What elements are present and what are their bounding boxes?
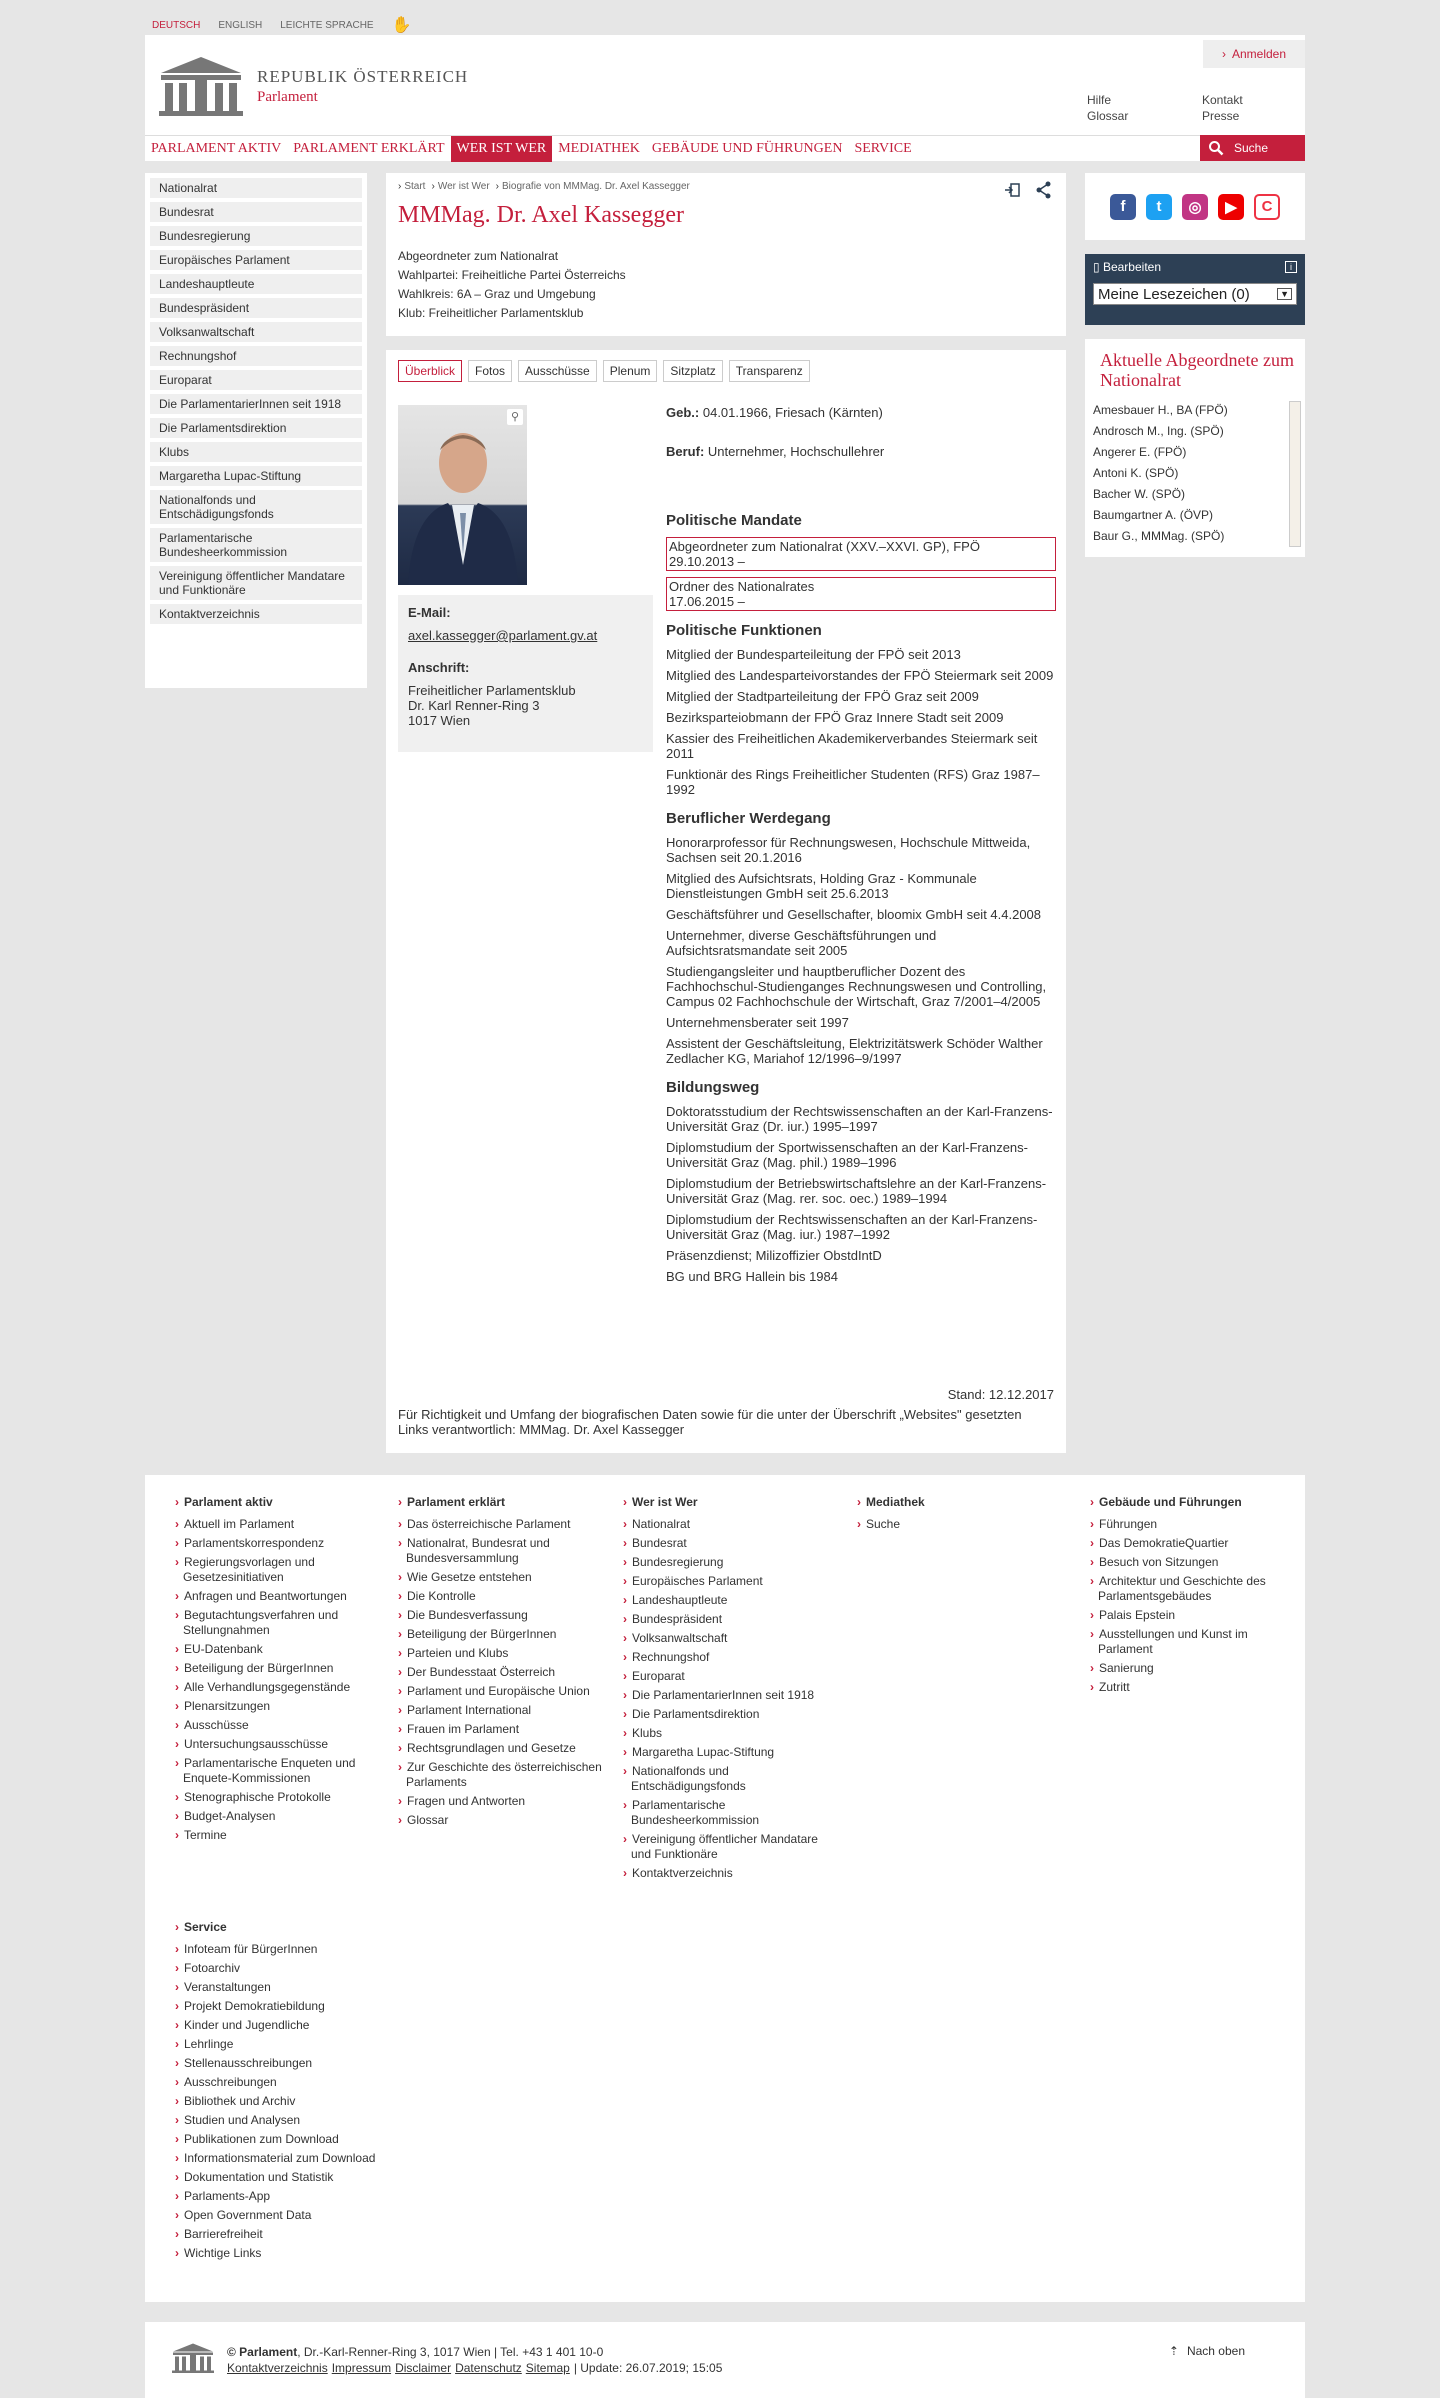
person-district: Wahlkreis: 6A – Graz und Umgebung <box>398 287 596 301</box>
member-link[interactable]: Antoni K. (SPÖ) <box>1093 466 1179 480</box>
sidebar-item[interactable]: Bundesregierung <box>150 226 362 246</box>
bio-list-item: Mitglied des Landesparteivorstandes der FPÖ Steiermark seit 2009 <box>666 668 1054 683</box>
footer-link[interactable]: › Frauen im Parlament <box>406 1722 613 1737</box>
footer-link[interactable]: › Zutritt <box>1098 1680 1290 1695</box>
glossary-link[interactable]: Glossar <box>1087 109 1129 123</box>
sidebar-item[interactable]: Klubs <box>150 442 362 462</box>
sidebar <box>145 173 367 688</box>
footer-link[interactable]: › Veranstaltungen <box>183 1980 405 1995</box>
sidebar-item[interactable]: Europarat <box>150 370 362 390</box>
bio-list-item: Diplomstudium der Rechtswissenschaften an der Karl-Franzens-Universität Graz (Mag. iur.) 1987–1992 <box>666 1212 1038 1242</box>
footer-link[interactable]: › Kinder und Jugendliche <box>183 2018 405 2033</box>
footer-link[interactable]: › Bundesrat <box>631 1536 838 1551</box>
footer-link[interactable]: › Rechtsgrundlagen und Gesetze <box>406 1741 613 1756</box>
footer-link[interactable]: › Regierungsvorlagen und Gesetzesinitiativen <box>183 1555 390 1585</box>
edit-bookmarks-button[interactable] <box>1093 260 1161 274</box>
search-button[interactable] <box>1200 135 1305 161</box>
stand-date: Stand: 12.12.2017 <box>947 1387 1054 1402</box>
born-label: Geb.: <box>666 405 700 420</box>
footer-link[interactable]: › Fragen und Antworten <box>406 1794 613 1809</box>
parliament-logo-icon <box>157 55 245 117</box>
help-link[interactable]: Hilfe <box>1087 93 1112 107</box>
footer-link[interactable]: › Stellenausschreibungen <box>183 2056 405 2071</box>
footer-heading[interactable]: › Parlament erklärt <box>398 1495 613 1510</box>
portrait-photo[interactable] <box>398 405 527 585</box>
footer-link[interactable]: › Nationalrat <box>631 1517 838 1532</box>
footer-link[interactable]: › Sanierung <box>1098 1661 1290 1676</box>
sidebar-item[interactable]: Die Parlamentsdirektion <box>150 418 362 438</box>
bio-list-item: Präsenzdienst; Milizoffizier ObstdIntD <box>666 1248 882 1263</box>
arrow-up-icon: ⇡ <box>1168 2344 1179 2358</box>
section-heading: Beruflicher Werdegang <box>666 810 831 827</box>
bio-list-item: Studiengangsleiter und hauptberuflicher Dozent des Fachhochschul-Studienganges Rechnungswesen und Controlling, Campus 02 Fachhochschule der Wirtschaft, Graz 7/2001–4/2005 <box>666 964 1047 1009</box>
mandate-box <box>666 537 1056 571</box>
sidebar-item[interactable]: Parlamentarische Bundesheerkommission <box>150 528 362 562</box>
footer-link[interactable]: › Bundesregierung <box>631 1555 838 1570</box>
bottom-link[interactable]: Kontaktverzeichnis <box>227 2361 328 2375</box>
bio-list-item: Kassier des Freiheitlichen Akademikerverbandes Steiermark seit 2011 <box>666 731 1038 761</box>
zoom-icon[interactable]: ⚲ <box>507 409 523 425</box>
footer-link[interactable]: › Architektur und Geschichte des Parlamentsgebäudes <box>1098 1574 1290 1604</box>
footer-link[interactable]: › Budget-Analysen <box>183 1809 390 1824</box>
sidebar-item[interactable]: Nationalrat <box>150 178 362 198</box>
footer-link[interactable]: › Kontaktverzeichnis <box>631 1866 838 1881</box>
search-icon <box>1208 140 1224 156</box>
footer-link[interactable]: › Das österreichische Parlament <box>406 1517 613 1532</box>
lang-german[interactable]: DEUTSCH <box>152 19 201 31</box>
bookmark-icon: ▯ <box>1093 260 1100 274</box>
site-subtitle: Parlament <box>257 88 318 105</box>
footer-link[interactable]: › Dokumentation und Statistik <box>183 2170 405 2185</box>
email-label: E-Mail: <box>408 605 451 620</box>
footer-link[interactable]: › Aktuell im Parlament <box>183 1517 390 1532</box>
bio-list-item: Diplomstudium der Sportwissenschaften an der Karl-Franzens-Universität Graz (Mag. phil.) 1989–1996 <box>666 1140 1028 1170</box>
responsibility-note: Für Richtigkeit und Umfang der biografischen Daten sowie für die unter der Überschrift „Websites" gesetzten Links verantwortlich: MMMag. Dr. Axel Kassegger <box>398 1407 1022 1437</box>
footer-link[interactable]: › Stenographische Protokolle <box>183 1790 390 1805</box>
bio-list-item: Doktoratsstudium der Rechtswissenschaften an der Karl-Franzens-Universität Graz (Dr. iur.) 1995–1997 <box>666 1104 1053 1134</box>
intro-card <box>386 173 1066 336</box>
footer-column <box>623 1495 838 1885</box>
bio-list-item: Mitglied des Aufsichtsrats, Holding Graz - Kommunale Dienstleistungen GmbH seit 25.6.2013 <box>666 871 977 901</box>
sidebar-item[interactable]: Nationalfonds und Entschädigungsfonds <box>150 490 362 524</box>
bio-list-item: Funktionär des Rings Freiheitlicher Studenten (RFS) Graz 1987–1992 <box>666 767 1040 797</box>
bottom-link[interactable]: Impressum <box>331 2361 392 2375</box>
footer-link[interactable]: › Informationsmaterial zum Download <box>183 2151 405 2166</box>
footer-link[interactable]: › Klubs <box>631 1726 838 1741</box>
tab-ueberblick[interactable]: Überblick <box>398 360 462 382</box>
contact-box <box>398 595 653 752</box>
bookmark-add-icon[interactable] <box>1004 181 1022 199</box>
footer-link[interactable]: › Projekt Demokratiebildung <box>183 1999 405 2014</box>
footer-link[interactable]: › Führungen <box>1098 1517 1290 1532</box>
bookmarks-select[interactable] <box>1093 283 1297 305</box>
section-heading: Politische Funktionen <box>666 622 822 639</box>
footer-link[interactable]: › Die ParlamentarierInnen seit 1918 <box>631 1688 838 1703</box>
sidebar-item[interactable]: Europäisches Parlament <box>150 250 362 270</box>
bottom-link[interactable]: Disclaimer <box>395 2361 452 2375</box>
util-links-right <box>1202 92 1243 124</box>
footer-link[interactable]: › Europäisches Parlament <box>631 1574 838 1589</box>
footer-heading[interactable]: › Gebäude und Führungen <box>1090 1495 1290 1510</box>
bio-list-item: Assistent der Geschäftsleitung, Elektrizitätswerk Schöder Walther Zedlacher KG, Mariahof 12/1996–9/1997 <box>666 1036 1043 1066</box>
footer-link[interactable]: › Die Parlamentsdirektion <box>631 1707 838 1722</box>
lang-easy[interactable]: LEICHTE SPRACHE <box>280 19 374 31</box>
share-icon[interactable] <box>1036 181 1052 199</box>
parliament-logo-icon <box>171 2342 215 2374</box>
bio-list-item: Mitglied der Stadtparteileitung der FPÖ Graz seit 2009 <box>666 689 979 704</box>
person-party: Wahlpartei: Freiheitliche Partei Österreichs <box>398 268 626 282</box>
address-line: 1017 Wien <box>408 713 471 728</box>
breadcrumb <box>398 181 1054 192</box>
sidebar-item[interactable]: Kontaktverzeichnis <box>150 604 362 624</box>
member-link[interactable]: Amesbauer H., BA (FPÖ) <box>1093 403 1228 417</box>
tab-plenum[interactable]: Plenum <box>603 360 658 382</box>
twitter-icon[interactable]: t <box>1146 194 1172 220</box>
footer-link[interactable]: › Parlamentskorrespondenz <box>183 1536 390 1551</box>
bio-details <box>666 405 1056 1290</box>
footer-link[interactable]: › Volksanwaltschaft <box>631 1631 838 1646</box>
footer-link[interactable]: › EU-Datenbank <box>183 1642 390 1657</box>
footer-link[interactable]: › Bibliothek und Archiv <box>183 2094 405 2109</box>
sidebar-item[interactable]: Margaretha Lupac-Stiftung <box>150 466 362 486</box>
footer-link[interactable]: › Bundespräsident <box>631 1612 838 1627</box>
footer-link[interactable]: › Barrierefreiheit <box>183 2227 405 2242</box>
section-heading: Politische Mandate <box>666 512 802 529</box>
bottom-link[interactable]: Datenschutz <box>455 2361 522 2375</box>
footer-link[interactable]: › Parteien und Klubs <box>406 1646 613 1661</box>
chevron-down-icon: ▼ <box>1277 288 1292 300</box>
bio-list-item: Diplomstudium der Betriebswirtschaftslehre an der Karl-Franzens-Universität Graz (Mag. rer. soc. oec.) 1989–1994 <box>666 1176 1047 1206</box>
breadcrumb-current: › Biografie von MMMag. Dr. Axel Kassegger <box>496 181 690 192</box>
footer-link[interactable]: › Parlament und Europäische Union <box>406 1684 613 1699</box>
breadcrumb-wer-ist-wer[interactable]: › Wer ist Wer <box>431 181 489 192</box>
bio-list-item: Geschäftsführer und Gesellschafter, bloomix GmbH seit 4.4.2008 <box>666 907 1042 922</box>
footer <box>145 1475 1305 2302</box>
footer-link[interactable]: › Margaretha Lupac-Stiftung <box>631 1745 838 1760</box>
sidebar-item[interactable]: Rechnungshof <box>150 346 362 366</box>
person-club: Klub: Freiheitlicher Parlamentsklub <box>398 306 584 320</box>
footer-link[interactable]: › Studien und Analysen <box>183 2113 405 2128</box>
footer-link[interactable]: › Publikationen zum Download <box>183 2132 405 2147</box>
update-info: | Update: 26.07.2019; 15:05 <box>573 2361 723 2375</box>
site-title: REPUBLIK ÖSTERREICH <box>257 66 469 86</box>
footer-link[interactable]: › Anfragen und Beantwortungen <box>183 1589 390 1604</box>
footer-link[interactable]: › Beteiligung der BürgerInnen <box>183 1661 390 1676</box>
mandate-title: Ordner des Nationalrates <box>669 579 815 594</box>
sidebar-item[interactable]: Vereinigung öffentlicher Mandatare und Funktionäre <box>150 566 362 600</box>
edit-label: Bearbeiten <box>1102 260 1161 274</box>
footer-link[interactable]: › Die Kontrolle <box>406 1589 613 1604</box>
lang-english[interactable]: ENGLISH <box>218 19 263 31</box>
bookmarks-panel <box>1085 254 1305 325</box>
job-value: Unternehmer, Hochschullehrer <box>707 444 885 459</box>
footer-link[interactable]: › Der Bundesstaat Österreich <box>406 1665 613 1680</box>
footer-link[interactable]: › Glossar <box>406 1813 613 1828</box>
person-role: Abgeordneter zum Nationalrat <box>398 249 559 263</box>
footer-link[interactable]: › Beteiligung der BürgerInnen <box>406 1627 613 1642</box>
bio-list-item: BG und BRG Hallein bis 1984 <box>666 1269 838 1284</box>
mandate-box <box>666 577 1056 611</box>
search-label: Suche <box>1234 141 1269 155</box>
member-link[interactable]: Androsch M., Ing. (SPÖ) <box>1093 424 1224 438</box>
tab-fotos[interactable]: Fotos <box>468 360 512 382</box>
members-title: Aktuelle Abgeordnete zum Nationalrat <box>1100 350 1294 390</box>
members-panel <box>1085 339 1305 557</box>
login-button[interactable]: › Anmelden <box>1203 40 1305 68</box>
footer-column <box>857 1495 1057 1536</box>
footer-link[interactable]: › Vereinigung öffentlicher Mandatare und Funktionäre <box>631 1832 838 1862</box>
back-to-top-link[interactable] <box>1169 2344 1245 2358</box>
footer-link[interactable]: › Parlaments-App <box>183 2189 405 2204</box>
member-link[interactable]: Baur G., MMMag. (SPÖ) <box>1093 529 1225 543</box>
footer-link[interactable]: › Ausschüsse <box>183 1718 390 1733</box>
mandate-date: 29.10.2013 – <box>669 554 745 569</box>
members-list <box>1093 400 1288 545</box>
footer-link[interactable]: › Rechnungshof <box>631 1650 838 1665</box>
footer-link[interactable]: › Landeshauptleute <box>631 1593 838 1608</box>
bio-list-item: Unternehmensberater seit 1997 <box>666 1015 849 1030</box>
sidebar-item[interactable]: Bundesrat <box>150 202 362 222</box>
member-link[interactable]: Baumgartner A. (ÖVP) <box>1093 508 1214 522</box>
address-line: Freiheitlicher Parlamentsklub <box>408 683 576 698</box>
footer-link[interactable]: › Plenarsitzungen <box>183 1699 390 1714</box>
app-icon[interactable]: C <box>1254 194 1280 220</box>
sidebar-item[interactable]: Landeshauptleute <box>150 274 362 294</box>
nav-wer-ist-wer[interactable]: WER IST WER <box>451 136 553 162</box>
nav-parlament-erklaert[interactable]: PARLAMENT ERKLÄRT <box>293 140 445 156</box>
footer-link[interactable]: › Ausstellungen und Kunst im Parlament <box>1098 1627 1290 1657</box>
tab-ausschuesse[interactable]: Ausschüsse <box>518 360 597 382</box>
social-links <box>1085 173 1305 240</box>
bio-list-item: Unternehmer, diverse Geschäftsführungen und Aufsichtsratsmandate seit 2005 <box>666 928 937 958</box>
sidebar-item[interactable]: Die ParlamentarierInnen seit 1918 <box>150 394 362 414</box>
footer-link[interactable]: › Open Government Data <box>183 2208 405 2223</box>
footer-link[interactable]: › Begutachtungsverfahren und Stellungnahmen <box>183 1608 390 1638</box>
footer-link[interactable]: › Untersuchungsausschüsse <box>183 1737 390 1752</box>
footer-link[interactable]: › Lehrlinge <box>183 2037 405 2052</box>
bio-card <box>386 350 1066 1453</box>
footer-column <box>175 1920 405 2265</box>
nav-parlament-aktiv[interactable]: PARLAMENT AKTIV <box>151 140 282 156</box>
mandate-date: 17.06.2015 – <box>669 594 745 609</box>
footer-link[interactable]: › Zur Geschichte des österreichischen Parlaments <box>406 1760 613 1790</box>
member-link[interactable]: Bacher W. (SPÖ) <box>1093 487 1186 501</box>
footer-link[interactable]: › Alle Verhandlungsgegenstände <box>183 1680 390 1695</box>
address-line: Dr. Karl Renner-Ring 3 <box>408 698 540 713</box>
footer-link[interactable]: › Die Bundesverfassung <box>406 1608 613 1623</box>
footer-column <box>175 1495 390 1847</box>
job-label: Beruf: <box>666 444 705 459</box>
nav-service[interactable]: SERVICE <box>854 140 912 156</box>
tab-bar <box>398 360 810 382</box>
bio-list-item: Mitglied der Bundesparteileitung der FPÖ seit 2013 <box>666 647 961 662</box>
login-label: Anmelden <box>1231 47 1287 61</box>
section-heading: Bildungsweg <box>666 1079 760 1096</box>
sidebar-item[interactable]: Bundespräsident <box>150 298 362 318</box>
nav-gebaeude[interactable]: GEBÄUDE UND FÜHRUNGEN <box>651 140 843 156</box>
press-link[interactable]: Presse <box>1202 109 1240 123</box>
footer-link[interactable]: › Wichtige Links <box>183 2246 405 2261</box>
youtube-icon[interactable]: ▶ <box>1218 194 1244 220</box>
logo[interactable] <box>157 55 468 117</box>
member-link[interactable]: Angerer E. (FPÖ) <box>1093 445 1187 459</box>
nav-mediathek[interactable]: MEDIATHEK <box>558 140 640 156</box>
facebook-icon[interactable]: f <box>1110 194 1136 220</box>
footer-heading[interactable]: › Parlament aktiv <box>175 1495 390 1510</box>
footer-link[interactable]: › Europarat <box>631 1669 838 1684</box>
breadcrumb-start[interactable]: › Start <box>398 181 425 192</box>
footer-link[interactable]: › Infoteam für BürgerInnen <box>183 1942 405 1957</box>
footer-link[interactable]: › Wie Gesetze entstehen <box>406 1570 613 1585</box>
footer-link[interactable]: › Suche <box>865 1517 1057 1532</box>
main-nav <box>145 135 1205 161</box>
born-value: 04.01.1966, Friesach (Kärnten) <box>702 405 883 420</box>
tab-transparenz[interactable]: Transparenz <box>729 360 810 382</box>
sign-language-icon[interactable]: ✋ <box>391 17 412 34</box>
footer-link[interactable]: › Das DemokratieQuartier <box>1098 1536 1290 1551</box>
footer-link[interactable]: › Palais Epstein <box>1098 1608 1290 1623</box>
footer-link[interactable]: › Nationalfonds und Entschädigungsfonds <box>631 1764 838 1794</box>
util-links-left <box>1087 92 1128 124</box>
bottom-bar <box>145 2322 1305 2398</box>
sidebar-item[interactable]: Volksanwaltschaft <box>150 322 362 342</box>
tab-sitzplatz[interactable]: Sitzplatz <box>663 360 722 382</box>
info-icon[interactable]: i <box>1285 261 1297 273</box>
footer-heading[interactable]: › Service <box>175 1920 405 1935</box>
members-scrollbar[interactable] <box>1289 401 1301 547</box>
header <box>145 35 1305 161</box>
bio-list-item: Honorarprofessor für Rechnungswesen, Hochschule Mittweida, Sachsen seit 20.1.2016 <box>666 835 1031 865</box>
language-bar <box>152 15 412 35</box>
footer-link[interactable]: › Nationalrat, Bundesrat und Bundesversammlung <box>406 1536 613 1566</box>
footer-link[interactable]: › Termine <box>183 1828 390 1843</box>
bottom-link[interactable]: Sitemap <box>525 2361 570 2375</box>
footer-column <box>1090 1495 1290 1699</box>
bottom-address: , Dr.-Karl-Renner-Ring 3, 1017 Wien | Tel. +43 1 401 10-0 <box>297 2345 604 2359</box>
footer-link[interactable]: › Parlamentarische Bundesheerkommission <box>631 1798 838 1828</box>
footer-link[interactable]: › Ausschreibungen <box>183 2075 405 2090</box>
page-title: MMMag. Dr. Axel Kassegger <box>398 202 684 228</box>
footer-heading[interactable]: › Mediathek <box>857 1495 1057 1510</box>
bookmarks-select-value: Meine Lesezeichen (0) <box>1098 285 1250 303</box>
footer-link[interactable]: › Fotoarchiv <box>183 1961 405 1976</box>
footer-link[interactable]: › Besuch von Sitzungen <box>1098 1555 1290 1570</box>
email-link[interactable]: axel.kassegger@parlament.gv.at <box>408 628 598 643</box>
footer-link[interactable]: › Parlament International <box>406 1703 613 1718</box>
back-to-top-label: Nach oben <box>1186 2344 1245 2358</box>
footer-heading[interactable]: › Wer ist Wer <box>623 1495 838 1510</box>
address-label: Anschrift: <box>408 660 470 675</box>
footer-column <box>398 1495 613 1832</box>
copyright: © Parlament <box>227 2345 298 2359</box>
mandate-title: Abgeordneter zum Nationalrat (XXV.–XXVI. GP), FPÖ <box>669 539 980 554</box>
footer-link[interactable]: › Parlamentarische Enqueten und Enquete-Kommissionen <box>183 1756 390 1786</box>
bio-list-item: Bezirksparteiobmann der FPÖ Graz Innere Stadt seit 2009 <box>666 710 1004 725</box>
instagram-icon[interactable]: ◎ <box>1182 194 1208 220</box>
contact-link[interactable]: Kontakt <box>1202 93 1243 107</box>
